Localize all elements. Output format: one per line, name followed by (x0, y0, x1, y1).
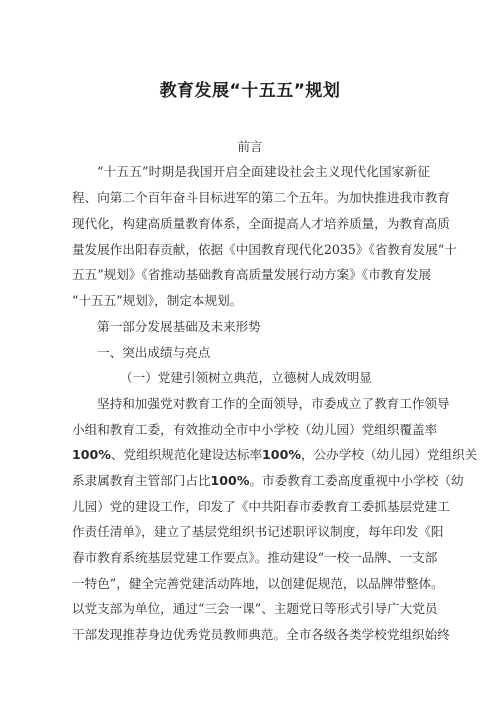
body-text: 、党组织规范化建设达标率 (110, 447, 263, 462)
body-text: 系隶属教育主管部门占比 (72, 473, 211, 488)
preface-line: “十五五”规划》，制定本规划。 (72, 293, 243, 308)
subsection-heading: （一）党建引领树立典范，立德树人成效明显 (120, 370, 372, 385)
stat-value: 100% (210, 473, 250, 488)
stat-value: 100% (72, 447, 111, 462)
preface-line: 现代化，构建高质量教育体系，全面提高人才培养质量，为教育高质 (72, 216, 450, 231)
body-line: 以党支部为单位，通过“三会一课”、主题党日等形式引导广大党员 (72, 601, 438, 616)
body-line: 春市教育系统基层党建工作要点》。推动建设“一校一品牌、一支部 (72, 550, 438, 565)
section-heading: 一、突出成绩与亮点 (97, 345, 211, 360)
stat-value: 100% (262, 447, 301, 462)
body-text: 。市委教育工委高度重视中小学校（幼 (249, 473, 464, 488)
preface-line: 量发展作出阳春贡献，依据《中国教育现代化2035》《省教育发展“十 (72, 242, 457, 257)
body-line: 小组和教育工委，有效推动全市中小学校（幼儿园）党组织覆盖率 (72, 422, 438, 437)
preface-line: 程、向第二个百年奋斗目标进军的第二个五年。为加快推进我市教育 (72, 190, 450, 205)
document-title: 教育发展“十五五”规划 (159, 81, 341, 101)
body-line: 干部发现推荐身边优秀党员教师典范。全市各级各类学校党组织始终 (72, 627, 450, 642)
body-text: ，公办学校（幼儿园）党组织关 (300, 447, 478, 462)
preface-heading: 前言 (237, 139, 263, 154)
body-line (72, 468, 464, 494)
preface-line: “十五五”时期是我国开启全面建设社会主义现代化国家新征 (97, 164, 430, 179)
body-line (72, 442, 478, 468)
body-line: 儿园）党的建设工作，印发了《中共阳春市委教育工委抓基层党建工 (72, 499, 450, 514)
preface-line: 五五”规划》《省推动基础教育高质量发展行动方案》《市教育发展 (72, 267, 432, 282)
part-heading: 第一部分发展基础及未来形势 (97, 319, 261, 334)
body-line: 一特色”，健全完善党建活动阵地，以创建促规范，以品牌带整体。 (72, 576, 444, 591)
body-line: 作责任清单》，建立了基层党组织书记述职评议制度，每年印发《阳 (72, 524, 444, 539)
body-line: 坚持和加强党对教育工作的全面领导，市委成立了教育工作领导 (97, 396, 450, 411)
